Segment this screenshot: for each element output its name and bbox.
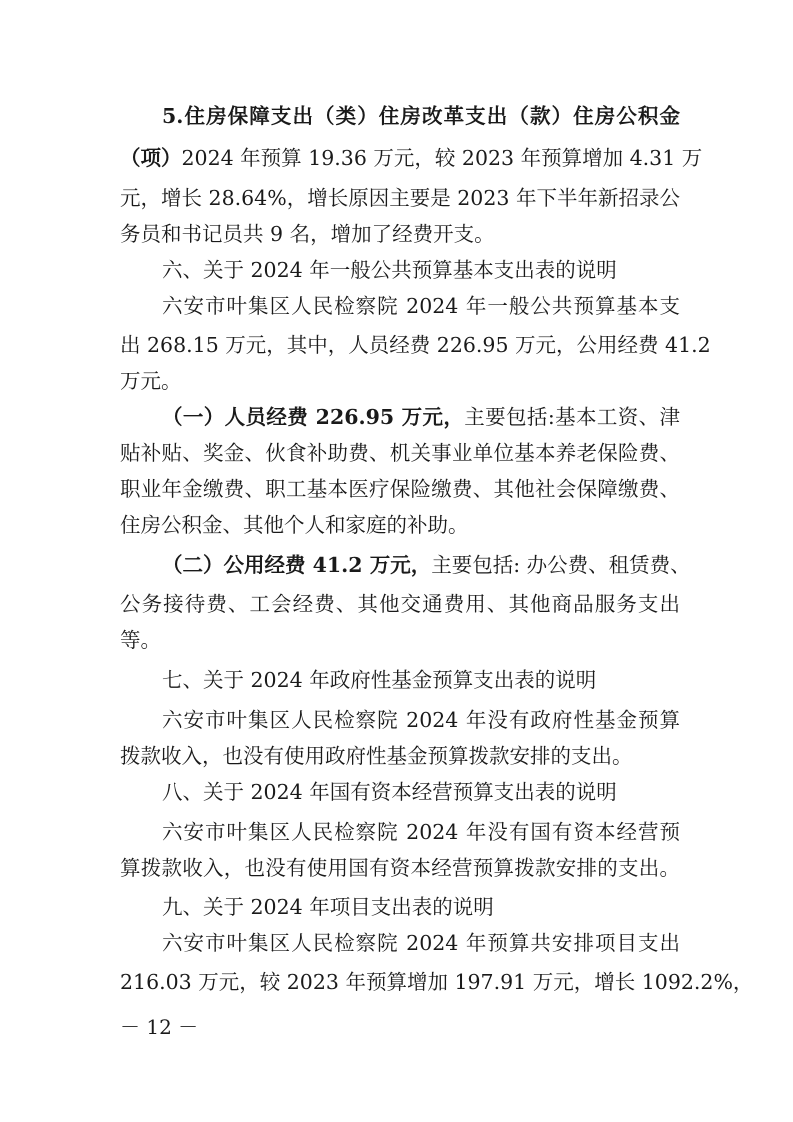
paragraph-line	[120, 361, 680, 401]
subsection-2-title: （二）公用经费 41.2 万元，	[162, 553, 432, 577]
paragraph-line	[120, 178, 680, 218]
text-line: 出 268.15 万元，其中，人员经费 226.95 万元，公用经费 41.2	[120, 333, 711, 357]
paragraph-line	[120, 433, 680, 473]
paragraph-line	[120, 736, 680, 776]
heading-text: 八、关于 2024 年国有资本经营预算支出表的说明	[162, 780, 617, 804]
text-line: 5.住房保障支出（类）住房改革支出（款）住房公积金	[162, 104, 680, 128]
text-line: 算拨款收入，也没有使用国有资本经营预算拨款安排的支出。	[120, 856, 680, 880]
paragraph-line	[120, 214, 680, 254]
text-line: 务员和书记员共 9 名，增加了经费开支。	[120, 222, 495, 246]
text-line: 主要包括: 办公费、租赁费、	[431, 553, 691, 577]
paragraph-line	[120, 620, 680, 660]
subsection-1-title: （一）人员经费 226.95 万元，	[162, 405, 465, 429]
paragraph-line	[120, 584, 680, 624]
paragraph-line	[162, 812, 680, 852]
text-line: 元，增长 28.64%，增长原因主要是 2023 年下半年新招录公	[120, 186, 680, 210]
text-line: 职业年金缴费、职工基本医疗保险缴费、其他社会保障缴费、	[120, 477, 680, 501]
text-line: 六安市叶集区人民检察院 2024 年一般公共预算基本支	[162, 294, 680, 318]
text-line: 住房公积金、其他个人和家庭的补助。	[120, 513, 469, 537]
text-line: 主要包括:基本工资、津	[464, 405, 681, 429]
page-number: － 12 －	[120, 1015, 199, 1039]
text-line: 贴补贴、奖金、伙食补助费、机关事业单位基本养老保险费、	[120, 441, 680, 465]
paragraph-line	[120, 848, 680, 888]
section-5-title-suffix: （项）	[120, 146, 182, 170]
paragraph-line	[162, 923, 680, 963]
paragraph-line	[162, 397, 680, 437]
paragraph-line	[120, 325, 711, 365]
text-line: 六安市叶集区人民检察院 2024 年预算共安排项目支出	[162, 931, 680, 955]
text-line: 216.03 万元，较 2023 年预算增加 197.91 万元，增长 1092.2%，	[120, 970, 754, 994]
section-9-heading	[162, 887, 680, 927]
paragraph-line	[120, 138, 703, 178]
section-8-heading	[162, 772, 680, 812]
heading-text: 七、关于 2024 年政府性基金预算支出表的说明	[162, 668, 597, 692]
paragraph-line	[162, 545, 691, 585]
heading-text: 九、关于 2024 年项目支出表的说明	[162, 895, 494, 919]
text-line: 万元。	[120, 369, 182, 393]
paragraph-line	[120, 505, 680, 545]
paragraph-line	[120, 469, 680, 509]
paragraph-line	[162, 700, 680, 740]
section-6-heading	[162, 250, 680, 290]
text-line: 六安市叶集区人民检察院 2024 年没有政府性基金预算	[162, 708, 680, 732]
paragraph-line	[162, 286, 680, 326]
text-line: 等。	[120, 628, 161, 652]
heading-text: 六、关于 2024 年一般公共预算基本支出表的说明	[162, 258, 617, 282]
section-5-title-line	[162, 96, 680, 136]
text-line: 2024 年预算 19.36 万元，较 2023 年预算增加 4.31 万	[181, 146, 703, 170]
section-7-heading	[162, 660, 680, 700]
text-line: 拨款收入，也没有使用政府性基金预算拨款安排的支出。	[120, 744, 633, 768]
text-line: 公务接待费、工会经费、其他交通费用、其他商品服务支出	[120, 592, 680, 616]
text-line: 六安市叶集区人民检察院 2024 年没有国有资本经营预	[162, 820, 680, 844]
paragraph-line	[120, 962, 754, 1002]
